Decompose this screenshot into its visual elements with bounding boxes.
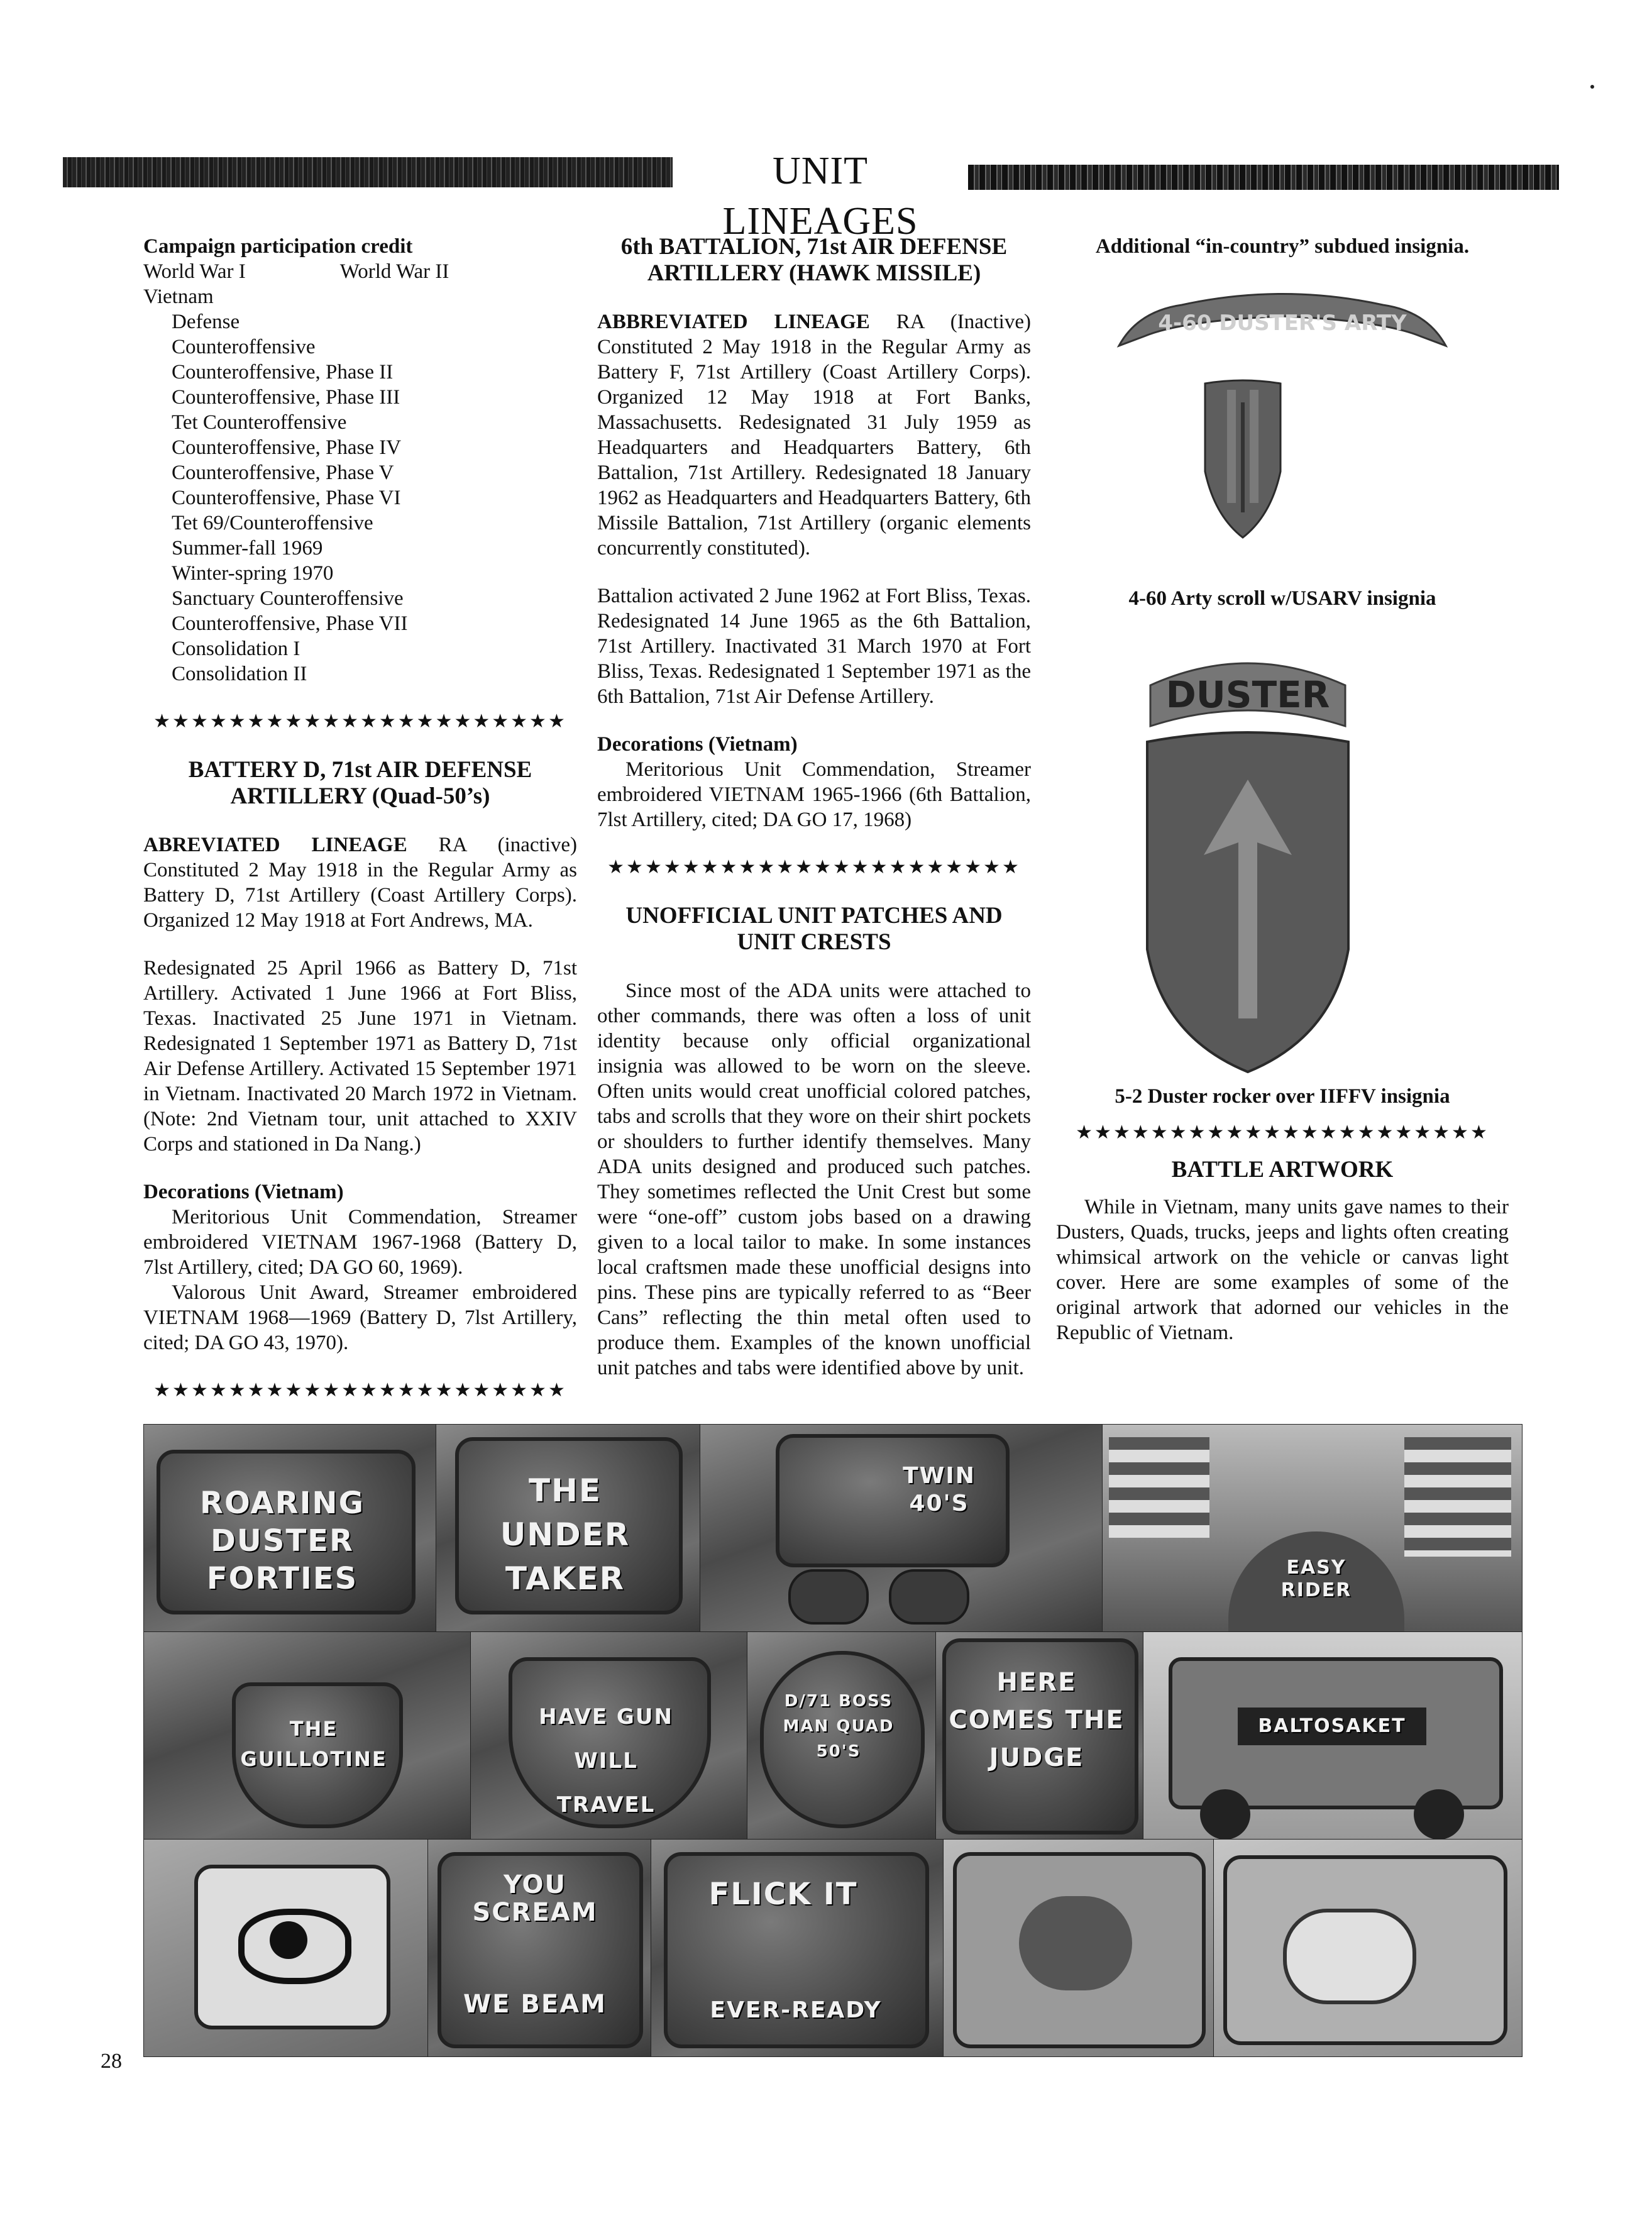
battle-artwork-title: BATTLE ARTWORK — [1171, 1157, 1394, 1183]
wheel — [1414, 1789, 1464, 1840]
cartoon-figure — [1019, 1896, 1132, 1990]
artwork-photo-here-comes-the-judge — [935, 1631, 1144, 1840]
artwork-photo-cartoon-bird — [943, 1839, 1214, 2057]
artwork-text: EASY RIDER — [1280, 1557, 1352, 1601]
campaign-item: Counteroffensive, Phase V — [172, 461, 394, 484]
star-divider: ★★★★★★★★★★★★★★★★★★★★★★ — [153, 711, 567, 732]
unofficial-paragraph: Since most of the ADA units were attached to other commands, there was often a loss of unit identity because only official organizational insignia was allowed to be worn on the sleeve. Often units would creat unofficial colored patches, tabs and scrolls that they wore on their shirt pockets or shoulders to further identify themselves. Many ADA units designed and produced such patches. They sometimes reflected the Unit Crest but some were “one-off” custom jobs based on a drawing given to a local tailor to make. In some instances local craftsmen made these unofficial designs into pins. These pins are typically referred to as “Beer Cans” reflecting the thin metal often used to produce them. Examples of the known unofficial unit patches and tabs were identified above by unit. — [597, 979, 1031, 1379]
artwork-text: D/71 BOSS MAN QUAD 50'S — [783, 1692, 895, 1761]
page-title: UNIT LINEAGES — [722, 150, 918, 243]
decorations-heading: Decorations (Vietnam) — [143, 1181, 344, 1203]
flag-left — [1109, 1437, 1209, 1538]
artwork-text: BALTOSAKET — [1258, 1715, 1406, 1737]
pupil — [270, 1921, 307, 1959]
artwork-photo-cartoon-spotlight — [1213, 1839, 1523, 2057]
wars-line — [143, 259, 577, 284]
artwork-text: TWIN 40'S — [903, 1463, 976, 1516]
campaign-item: Counteroffensive — [172, 336, 316, 358]
battery-d-redesignated: Redesignated 25 April 1966 as Battery D, 71st Artillery. Activated 1 June 1966 at Fort Bliss, Texas. Inactivated 25 June 1971 in Vietnam. Redesignated 1 September 1971 as Battery D, 71st Air Defense Artillery. Activated 15 September 1971 in Vietnam. Inactivated 20 March 1972 in Vietnam. (Note: 2nd Vietnam tour, unit attached to XXIV Corps and stationed in Da Nang.) — [143, 957, 577, 1156]
vietnam-label: Vietnam — [143, 285, 214, 308]
artwork-photo-have-gun — [470, 1631, 748, 1840]
artwork-photo-eye — [143, 1839, 429, 2057]
artwork-text: THE GUILLOTINE — [240, 1717, 387, 1771]
decorations-heading: Decorations (Vietnam) — [597, 733, 798, 756]
campaign-list — [143, 309, 577, 687]
campaign-item: Sanctuary Counteroffensive — [172, 587, 404, 610]
page-number: 28 — [101, 2050, 122, 2073]
decoration-item: Meritorious Unit Commendation, Streamer embroidered VIETNAM 1967-1968 (Battery D, 7lst Artillery, cited; DA GO 60, 1969). — [143, 1206, 577, 1279]
war-2: World War II — [339, 260, 449, 283]
printer-dot — [1590, 85, 1594, 89]
campaign-item: Winter-spring 1970 — [172, 562, 334, 585]
artwork-text-top: YOU SCREAM — [472, 1870, 598, 1927]
campaign-item: Counteroffensive, Phase III — [172, 386, 400, 409]
abbrev-text: RA (inactive) Constituted 2 May 1918 in the Regular Army as Battery D, 71st Artillery (Coast Artillery Corps). Organized 12 May 1918 at Fort Andrews, MA. — [143, 834, 577, 932]
battery-d-lineage — [143, 832, 577, 933]
campaign-item: Defense — [172, 311, 240, 333]
decoration-item: Meritorious Unit Commendation, Streamer embroidered VIETNAM 1965-1966 (6th Battalion, 7lst Artillery, cited; DA GO 17, 1968) — [597, 758, 1031, 831]
artwork-text-top: FLICK IT — [708, 1877, 858, 1912]
campaign-item: Counteroffensive, Phase VI — [172, 487, 401, 509]
artwork-text: HAVE GUN WILL TRAVEL — [539, 1704, 673, 1818]
insignia-heading: Additional “in-country” subdued insignia. — [1095, 235, 1470, 258]
war-1: World War I — [143, 260, 246, 283]
header-rule-left — [63, 157, 673, 187]
battle-artwork-paragraph: While in Vietnam, many units gave names to their Dusters, Quads, trucks, jeeps and lights often creating whimsical artwork on the vehicle or canvas light cover. Here are some examples of some of the original artwork that adorned our vehicles in the Republic of Vietnam. — [1056, 1196, 1509, 1344]
cartoon-figure — [1283, 1909, 1416, 2004]
gun-barrel — [889, 1569, 969, 1625]
artwork-photo-you-scream — [427, 1839, 652, 2057]
campaign-item: Summer-fall 1969 — [172, 537, 323, 560]
unofficial-title: UNOFFICIAL UNIT PATCHES AND UNIT CRESTS — [625, 903, 1003, 955]
usarv-insignia-patch — [1202, 377, 1284, 541]
insignia-caption: 4-60 Arty scroll w/USARV insignia — [1128, 587, 1436, 610]
hawk-lineage — [597, 309, 1031, 561]
abbrev-label: ABBREVIATED LINEAGE — [597, 311, 870, 333]
decoration-item: Valorous Unit Award, Streamer embroidered VIETNAM 1968—1969 (Battery D, 7lst Artillery, cited; DA GO 43, 1970). — [143, 1281, 577, 1354]
insignia-caption: 5-2 Duster rocker over IIFFV insignia — [1115, 1085, 1450, 1108]
duster-rocker-patch — [1144, 648, 1352, 736]
star-divider: ★★★★★★★★★★★★★★★★★★★★★★ — [607, 857, 1021, 878]
campaign-heading: Campaign participation credit — [143, 235, 413, 258]
artwork-text-bottom: WE BEAM — [463, 1990, 607, 2019]
artwork-photo-baltosaket — [1143, 1631, 1523, 1840]
artwork-text-bottom: EVER-READY — [710, 1997, 882, 2023]
campaign-item: Counteroffensive, Phase VII — [172, 612, 408, 635]
header-rule-right — [968, 165, 1559, 190]
rocker-text: DUSTER — [1165, 673, 1330, 716]
abbrev-label: ABREVIATED LINEAGE — [143, 834, 407, 856]
iiffv-insignia-patch — [1144, 723, 1352, 1075]
abbrev-text: RA (Inactive) Constituted 2 May 1918 in the Regular Army as Battery F, 71st Artillery (Coast Artillery Corps). Organized 12 May 1918 at Fort Banks, Massachusetts. Redesignated 31 July 1959 as Headquarters and Headquarters Battery, 6th Battalion, 71st Artillery. Redesignated 18 January 1962 as Headquarters and Headquarters Battery, 6th Missile Battalion, 71st Artillery (organic elements concurrently constituted). — [597, 311, 1031, 560]
artwork-text: ROARING DUSTER FORTIES — [199, 1486, 365, 1596]
campaign-item: Consolidation I — [172, 637, 300, 660]
duster-scroll-patch — [1113, 286, 1452, 355]
campaign-item: Tet 69/Counteroffensive — [172, 512, 373, 534]
column-middle — [597, 234, 1031, 1381]
scroll-text: 4-60 DUSTER'S ARTY — [1158, 311, 1407, 336]
campaign-item: Tet Counteroffensive — [172, 411, 347, 434]
star-divider: ★★★★★★★★★★★★★★★★★★★★★★ — [153, 1380, 567, 1401]
artwork-text: HERE COMES THE JUDGE — [949, 1668, 1125, 1772]
star-divider: ★★★★★★★★★★★★★★★★★★★★★★ — [1076, 1122, 1489, 1143]
hawk-activated: Battalion activated 2 June 1962 at Fort Bliss, Texas. Redesignated 14 June 1965 as the 6th Battalion, 71st Artillery. Inactivated 31 March 1970 at Fort Bliss, Texas. Redesignated 1 September 1971 as the 6th Battalion, 71st Air Defense Artillery. — [597, 585, 1031, 708]
artwork-photo-ever-ready — [651, 1839, 944, 2057]
artwork-photo-undertaker — [436, 1424, 701, 1633]
campaign-item: Counteroffensive, Phase II — [172, 361, 394, 383]
column-left — [143, 234, 577, 1403]
wheel — [1200, 1789, 1250, 1840]
artwork-photo-guillotine — [143, 1631, 471, 1840]
gun-barrel — [788, 1569, 869, 1625]
artwork-photo-roaring-duster — [143, 1424, 437, 1633]
hawk-battalion-title: 6th BATTALION, 71st AIR DEFENSE ARTILLERY (HAWK MISSILE) — [620, 234, 1008, 286]
campaign-item: Consolidation II — [172, 663, 307, 685]
artwork-text: THE UNDER TAKER — [500, 1472, 631, 1597]
flag-right — [1404, 1437, 1511, 1557]
battery-d-title: BATTERY D, 71st AIR DEFENSE ARTILLERY (Quad-50’s) — [188, 757, 532, 809]
campaign-item: Counteroffensive, Phase IV — [172, 436, 402, 459]
artwork-photo-twin-40s — [700, 1424, 1103, 1633]
artwork-photo-easy-rider — [1102, 1424, 1523, 1633]
artwork-photo-boss-man — [747, 1631, 937, 1840]
